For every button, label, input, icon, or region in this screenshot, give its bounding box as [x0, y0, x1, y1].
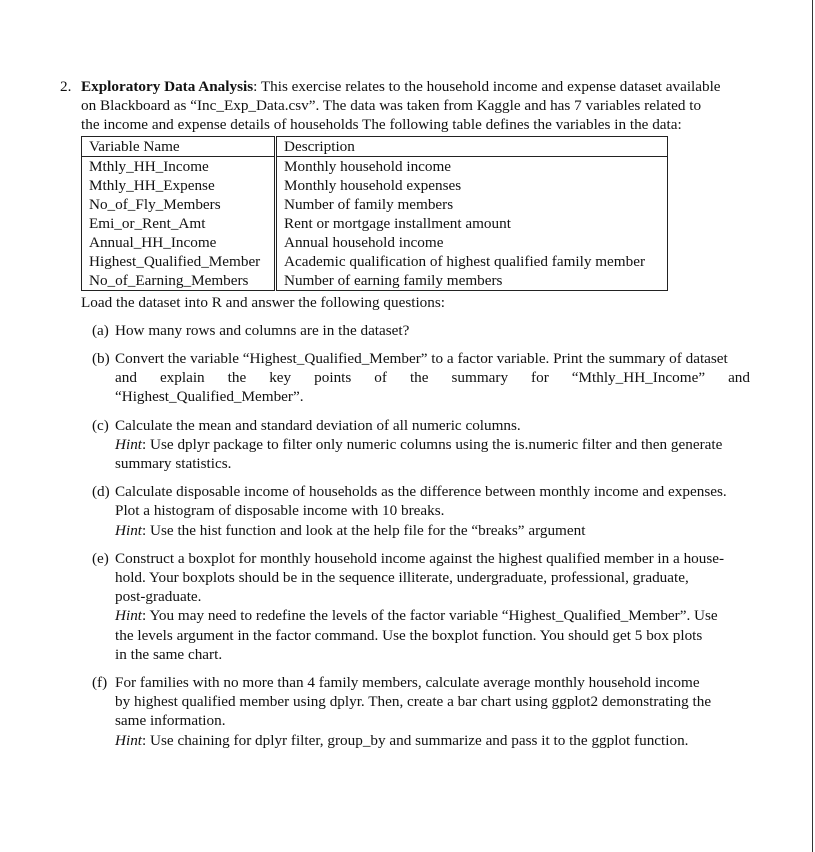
question-line: same information. — [115, 712, 226, 730]
question-b — [81, 349, 750, 407]
problem-2 — [60, 77, 750, 750]
hint-label: Hint — [115, 607, 143, 625]
variables-table — [81, 136, 668, 291]
table-row — [82, 156, 668, 176]
page-edge-line — [812, 0, 813, 852]
document-page — [60, 77, 750, 759]
question-line: and explain the key points of the summary for “Mthly_HH_Income” and “Highest_Qualified_Member”. — [115, 369, 750, 406]
variable-description: Monthly household income — [284, 157, 452, 175]
hint-label: Hint — [115, 521, 143, 539]
question-line: Calculate the mean and standard deviation of all numeric columns. — [115, 416, 521, 434]
question-label: (d) — [92, 483, 110, 501]
question-line: How many rows and columns are in the dataset? — [115, 321, 410, 339]
question-line: Calculate disposable income of households as the difference between monthly income and expenses. — [115, 483, 727, 501]
question-label: (a) — [92, 321, 109, 339]
question-e — [81, 549, 750, 664]
variable-description: Number of earning family members — [284, 271, 503, 289]
table-row — [82, 195, 668, 214]
question-label: (f) — [92, 674, 108, 692]
question-line: Plot a histogram of disposable income with 10 breaks. — [115, 502, 445, 520]
variable-name: Annual_HH_Income — [82, 233, 276, 252]
variable-description: Rent or mortgage installment amount — [284, 214, 511, 232]
question-d — [81, 482, 750, 540]
question-a — [81, 321, 750, 340]
load-instruction: Load the dataset into R and answer the following questions: — [81, 293, 446, 311]
table-header-description: Description — [276, 136, 668, 156]
intro-line-2: on Blackboard as “Inc_Exp_Data.csv”. The data was taken from Kaggle and has 7 variables related to — [81, 97, 702, 115]
hint-line — [115, 606, 750, 625]
variable-description: Annual household income — [284, 233, 444, 251]
hint-text: : Use chaining for dplyr filter, group_by and summarize and pass it to the ggplot function. — [142, 731, 689, 749]
hint-text: : Use dplyr package to filter only numeric columns using the is.numeric filter and then generate — [142, 435, 723, 453]
hint-line: the levels argument in the factor command. Use the boxplot function. You should get 5 box plots — [115, 626, 703, 644]
question-line: Convert the variable “Highest_Qualified_Member” to a factor variable. Print the summary of dataset — [115, 350, 728, 368]
hint-text: : Use the hist function and look at the help file for the “breaks” argument — [142, 521, 586, 539]
table-row — [82, 252, 668, 271]
table-row — [82, 271, 668, 291]
table-row — [82, 176, 668, 195]
problem-number: 2. — [60, 78, 72, 95]
variable-name: No_of_Fly_Members — [82, 195, 276, 214]
question-label: (b) — [92, 350, 110, 368]
hint-label: Hint — [115, 731, 143, 749]
hint-line — [115, 521, 750, 540]
question-c — [81, 416, 750, 474]
variable-name: Emi_or_Rent_Amt — [82, 214, 276, 233]
question-f — [81, 673, 750, 750]
question-line: For families with no more than 4 family members, calculate average monthly household income — [115, 674, 700, 692]
question-line: Construct a boxplot for monthly household income against the highest qualified member in a house- — [115, 549, 725, 567]
hint-line: summary statistics. — [115, 455, 232, 473]
question-line: post-graduate. — [115, 588, 202, 606]
problem-title: Exploratory Data Analysis — [81, 78, 254, 95]
intro-line-3: the income and expense details of households The following table defines the variables in the data: — [81, 116, 682, 134]
problem-intro — [81, 77, 750, 135]
hint-label: Hint — [115, 435, 143, 453]
table-row — [82, 214, 668, 233]
question-label: (c) — [92, 416, 109, 434]
intro-line-1 — [81, 77, 750, 96]
table-header-variable: Variable Name — [82, 136, 276, 156]
question-list — [81, 321, 750, 750]
variable-name: Highest_Qualified_Member — [82, 252, 276, 271]
question-label: (e) — [92, 549, 109, 567]
question-line: by highest qualified member using dplyr. Then, create a bar chart using ggplot2 demonstrating the — [115, 693, 712, 711]
hint-line — [115, 731, 750, 750]
variable-description: Academic qualification of highest qualified family member — [284, 252, 645, 270]
hint-line — [115, 435, 750, 454]
hint-text: : You may need to redefine the levels of the factor variable “Highest_Qualified_Member”. Use — [142, 607, 718, 625]
variable-name: Mthly_HH_Expense — [82, 176, 276, 195]
hint-line: in the same chart. — [115, 645, 223, 663]
variable-name: Mthly_HH_Income — [82, 156, 276, 176]
table-header-row — [82, 136, 668, 156]
table-row — [82, 233, 668, 252]
variable-name: No_of_Earning_Members — [82, 271, 276, 291]
variable-description: Number of family members — [284, 195, 454, 213]
question-line: hold. Your boxplots should be in the sequence illiterate, undergraduate, professional, graduate, — [115, 569, 689, 587]
intro-text-1: : This exercise relates to the household income and expense dataset available — [253, 78, 721, 95]
variable-description: Monthly household expenses — [284, 176, 462, 194]
